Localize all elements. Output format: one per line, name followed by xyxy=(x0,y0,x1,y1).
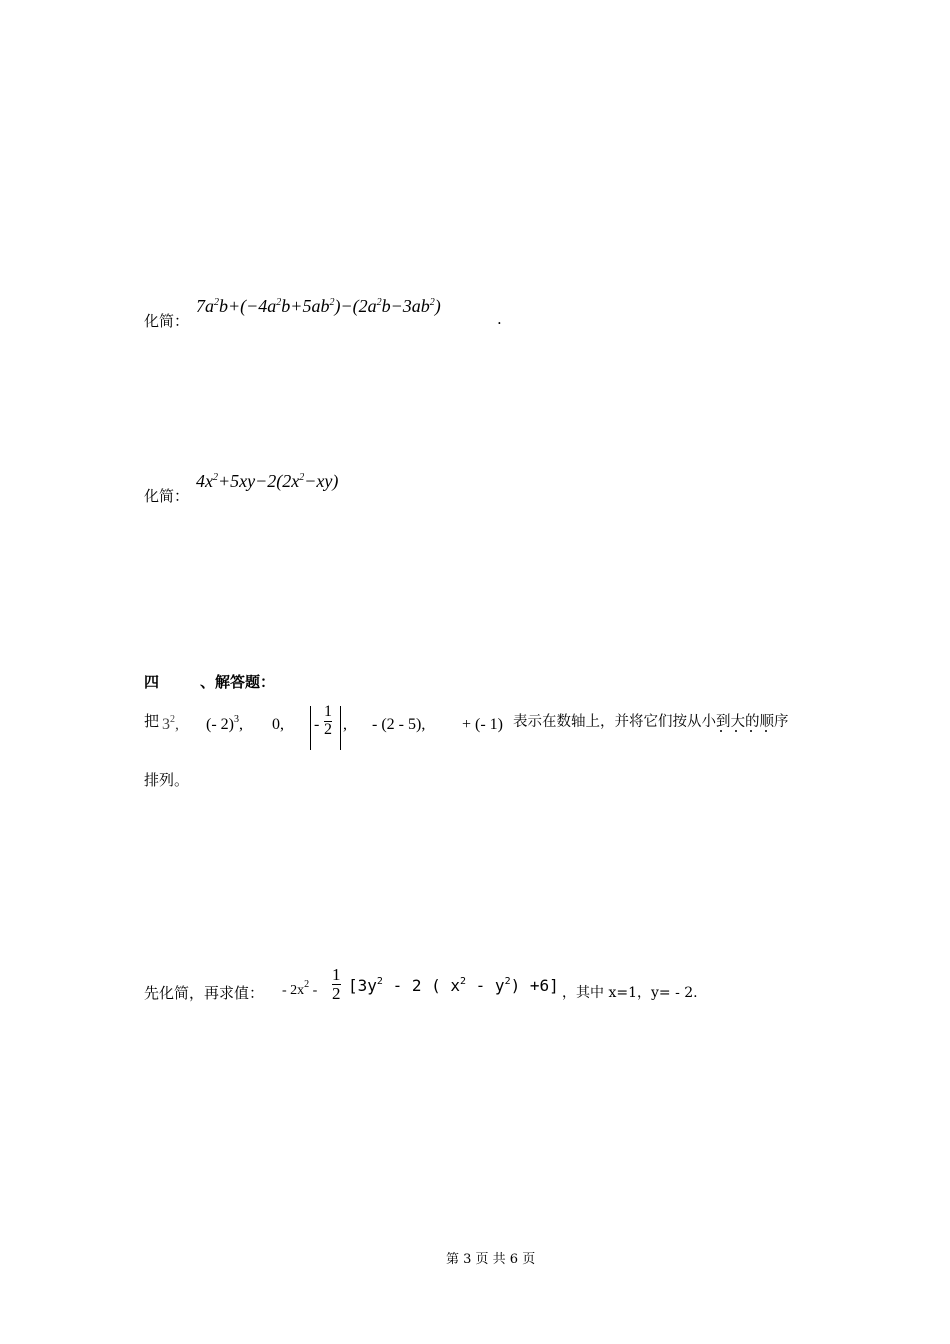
problem3-number-6: + (- 1) xyxy=(462,716,504,733)
problem3-comma-4: , xyxy=(343,716,347,733)
problem3-number-2: (- 2)$^3$, xyxy=(206,714,243,733)
abs-bar-left xyxy=(310,706,311,750)
section-number: 四 xyxy=(144,673,160,691)
problem3-text-cont: 排列。 xyxy=(144,771,190,789)
emphasis-dot xyxy=(735,730,737,732)
problem1-period: . xyxy=(497,310,502,328)
problem1-label: 化简： xyxy=(144,312,190,330)
problem4-tail: ，其中 x=1，y= - 2. xyxy=(562,985,698,1001)
problem2-label: 化简： xyxy=(144,487,190,505)
abs-bar-right xyxy=(340,706,341,750)
problem4-lead: 先化简，再求值： xyxy=(144,984,265,1002)
problem3-lead: 把 xyxy=(144,712,160,730)
problem4-prefix: - $2x^2$ - xyxy=(282,979,318,998)
page-footer: 第 3 页 共 6 页 xyxy=(446,1252,536,1267)
problem1-expression: $7a^2b+(-4a^2b+5ab^2)-(2a^2b-3ab^2)$ xyxy=(196,296,441,316)
emphasis-dot xyxy=(765,730,767,732)
problem3-number-5: - (2 - 5), xyxy=(372,716,426,733)
problem3-number-1: $3^2$, xyxy=(162,714,179,733)
section-title: 、解答题： xyxy=(200,673,276,691)
problem2-expression: $4x^2+5xy-2(2x^2-xy)$ xyxy=(196,471,339,491)
problem3-text: 表示在数轴上，并将它们按从小到大的顺序 xyxy=(513,714,789,730)
problem4-fraction: $\frac{1}{2}$ xyxy=(332,965,341,1003)
emphasis-dot xyxy=(750,730,752,732)
problem4-bracket-expression: [$3y^2 - 2$ ( $x^2 - y^2) +6$] xyxy=(348,976,559,995)
problem3-fraction: $\frac{1}{2}$ xyxy=(324,703,332,738)
emphasis-dot xyxy=(720,730,722,732)
problem3-abs-minus: - xyxy=(314,716,320,733)
problem3-number-3: 0, xyxy=(272,716,284,733)
